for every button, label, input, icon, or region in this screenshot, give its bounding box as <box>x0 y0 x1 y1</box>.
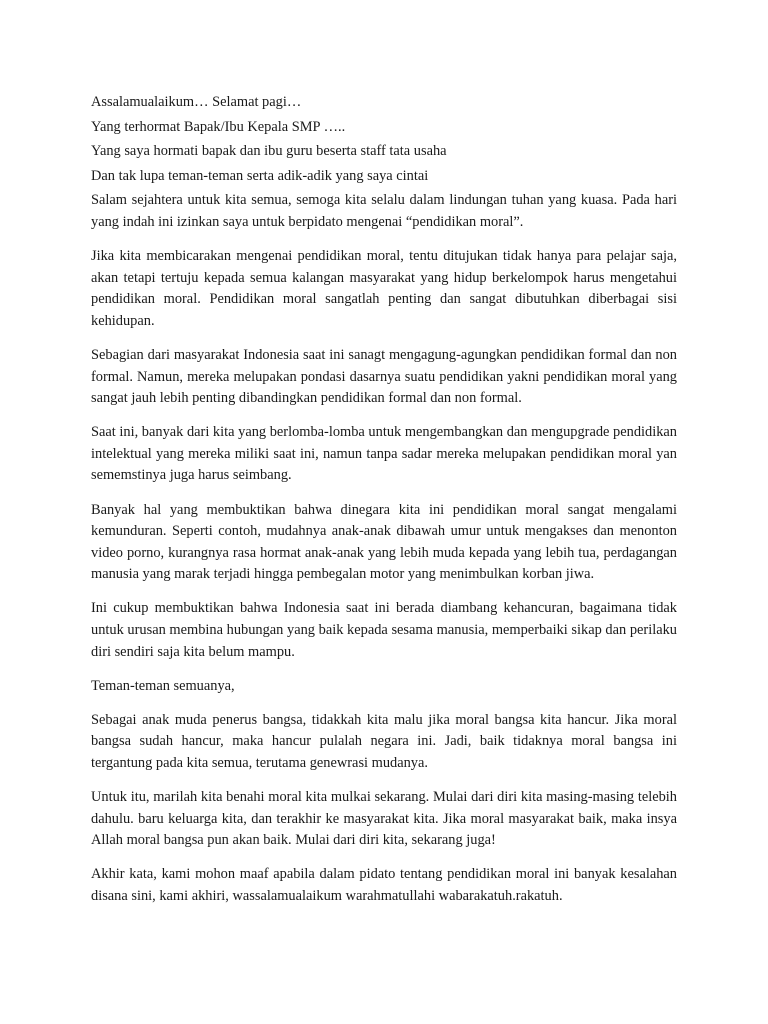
body-paragraph: Ini cukup membuktikan bahwa Indonesia saat ini berada diambang kehancuran, bagaimana tidak untuk urusan membina hubungan yang baik kepada sesama manusia, memperbaiki sikap dan perilaku diri sendiri saja kita belum mampu. <box>91 600 677 660</box>
greeting-line: Dan tak lupa teman-teman serta adik-adik yang saya cintai <box>91 167 429 184</box>
body-paragraph: Akhir kata, kami mohon maaf apabila dalam pidato tentang pendidikan moral ini banyak kesalahan disana sini, kami akhiri, wassalamualaikum warahmatullahi wabarakatuh.rakatuh. <box>91 866 677 904</box>
body-paragraph: Jika kita membicarakan mengenai pendidikan moral, tentu ditujukan tidak hanya para pelajar saja, akan tetapi tertuju kepada semua kalangan masyarakat yang hidup berkelompok harus mengetahui pendidikan moral. Pendidikan moral sangatlah penting dan sangat dibutuhkan diberbagai sisi kehidupan. <box>91 248 677 329</box>
greeting-line: Yang saya hormati bapak dan ibu guru beserta staff tata usaha <box>91 143 447 160</box>
document-page <box>91 92 677 920</box>
body-paragraph: Teman-teman semuanya, <box>91 677 235 694</box>
body-paragraph: Banyak hal yang membuktikan bahwa dinegara kita ini pendidikan moral sangat mengalami kemunduran. Seperti contoh, mudahnya anak-anak dibawah umur untuk mengakses dan menonton video porno, kurangnya rasa hormat anak-anak yang lebih muda kepada yang lebih tua, perdagangan manusia yang marak terjadi hingga pembegalan motor yang menimbulkan korban jiwa. <box>91 501 677 583</box>
body-paragraph: Untuk itu, marilah kita benahi moral kita mulkai sekarang. Mulai dari diri kita masing-masing telebih dahulu. baru keluarga kita, dan terakhir ke masyarakat kita. Jika moral masyarakat baik, maka insya Allah moral bangsa pun akan baik. Mulai dari diri kita, sekarang juga! <box>91 789 677 849</box>
greeting-line: Assalamualaikum… Selamat pagi… <box>91 94 302 110</box>
body-paragraph: Sebagai anak muda penerus bangsa, tidakkah kita malu jika moral bangsa kita hancur. Jika moral bangsa sudah hancur, maka hancur pulalah negara ini. Jadi, baik tidaknya moral bangsa ini tergantung pada kita semua, terutama genewrasi mudanya. <box>91 711 677 771</box>
greeting-line: Yang terhormat Bapak/Ibu Kepala SMP ….. <box>91 118 346 135</box>
body-paragraph: Sebagian dari masyarakat Indonesia saat ini sanagt mengagung-agungkan pendidikan formal dan non formal. Namun, mereka melupakan pondasi dasarnya suatu pendidikan yakni pendidikan moral yang sangat jauh lebih penting dibandingkan pendidikan formal dan non formal. <box>91 346 677 407</box>
body-paragraph: Saat ini, banyak dari kita yang berlomba-lomba untuk mengembangkan dan mengupgrade pendidikan intelektual yang mereka miliki saat ini, namun tanpa sadar mereka melupakan pendidikan moral yan sememstinya juga harus seimbang. <box>91 424 677 484</box>
body-paragraph: Salam sejahtera untuk kita semua, semoga kita selalu dalam lindungan tuhan yang kuasa. Pada hari yang indah ini izinkan saya untuk berpidato mengenai “pendidikan moral”. <box>91 192 677 230</box>
